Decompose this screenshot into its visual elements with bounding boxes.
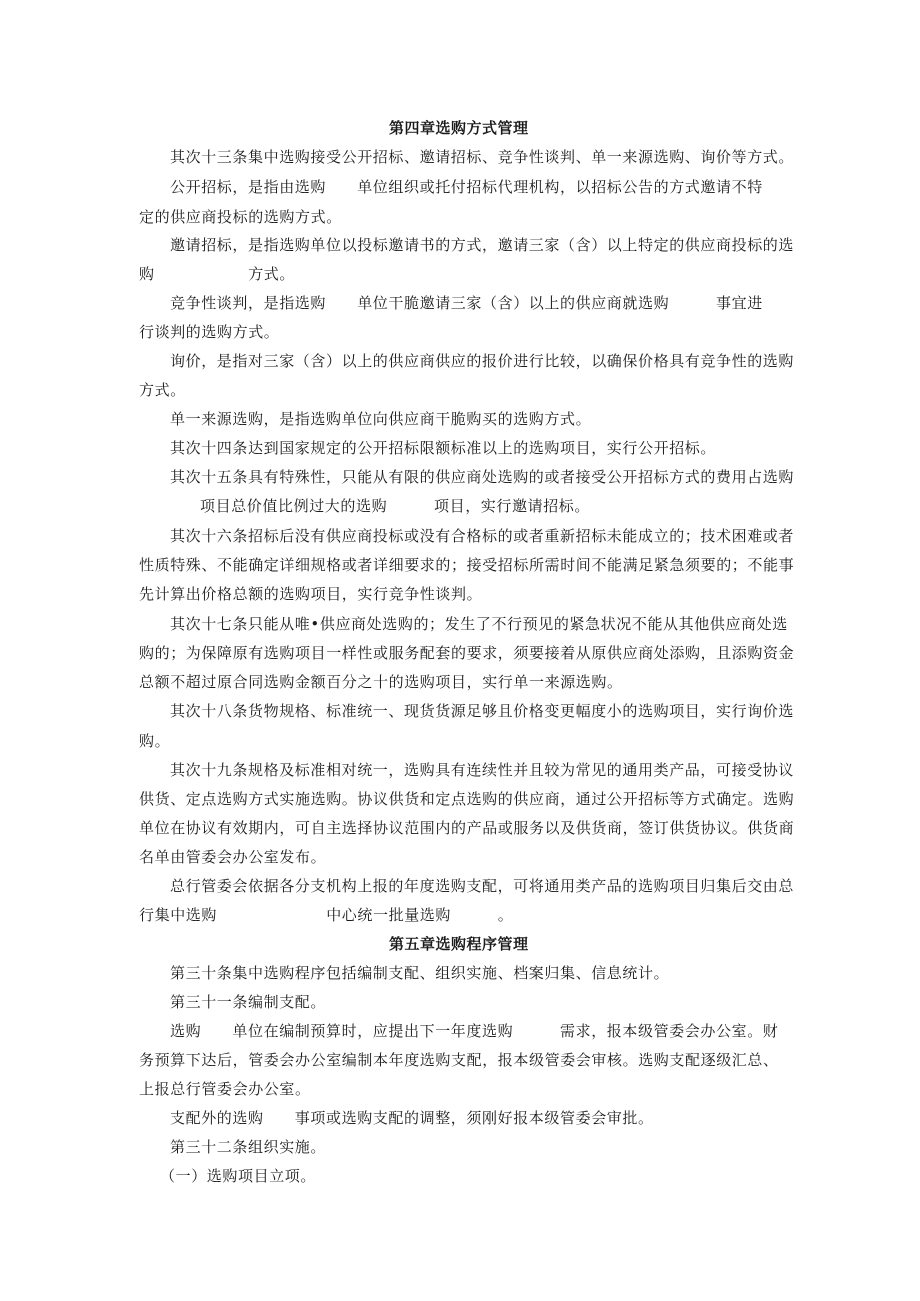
paragraph-line: 供货、定点选购方式实施选购。协议供货和定点选购的供应商，通过公开招标等方式确定。选购 <box>139 790 795 808</box>
paragraph-line: 竞争性谈判，是指选购 单位干脆邀请三家（含）以上的供应商就选购 事宜进 <box>170 294 763 312</box>
chapter-4-heading: 第四章选购方式管理 <box>389 119 529 137</box>
paragraph-line: 询价，是指对三家（含）以上的供应商供应的报价进行比较，以确保价格具有竞争性的选购 <box>170 352 795 370</box>
paragraph-line: 名单由管委会办公室发布。 <box>139 848 327 866</box>
paragraph-line: 总额不超过原合同选购金额百分之十的选购项目，实行单一来源选购。 <box>139 673 623 691</box>
paragraph-line: 行谈判的选购方式。 <box>139 323 280 341</box>
paragraph-line: 第三十一条编制支配。 <box>170 993 327 1011</box>
paragraph-line: 邀请招标，是指选购单位以投标邀请书的方式，邀请三家（含）以上特定的供应商投标的选 <box>170 236 795 254</box>
paragraph-line: （一）选购项目立项。 <box>160 1167 317 1185</box>
paragraph-line: 其次十六条招标后没有供应商投标或没有合格标的或者重新招标未能成立的；技术困难或者 <box>170 527 795 545</box>
paragraph-line: 行集中选购 中心统一批量选购 。 <box>139 906 514 924</box>
paragraph-line: 其次十七条只能从唯•供应商处选购的；发生了不行预见的紧急状况不能从其他供应商处选 <box>170 615 788 633</box>
paragraph-line: 购 方式。 <box>139 265 296 283</box>
paragraph-line: 其次十三条集中选购接受公开招标、邀请招标、竞争性谈判、单一来源选购、询价等方式。 <box>170 148 795 166</box>
paragraph-line: 单位在协议有效期内，可自主选择协议范围内的产品或服务以及供货商，签订供货协议。供货商 <box>139 819 795 837</box>
paragraph-line: 上报总行管委会办公室。 <box>139 1080 311 1098</box>
paragraph-line: 购的；为保障原有选购项目一样性或服务配套的要求，须要接着从原供应商处添购，且添购资金 <box>139 644 795 662</box>
paragraph-line: 公开招标，是指由选购 单位组织或托付招标代理机构，以招标公告的方式邀请不特 <box>170 178 763 196</box>
paragraph-line: 购。 <box>139 732 171 750</box>
paragraph-line: 其次十九条规格及标准相对统一，选购具有连续性并且较为常见的通用类产品，可接受协议 <box>170 761 795 779</box>
paragraph-line: 定的供应商投标的选购方式。 <box>139 208 342 226</box>
paragraph-line: 先计算出价格总额的选购项目，实行竞争性谈判。 <box>139 585 483 603</box>
paragraph-line: 总行管委会依据各分支机构上报的年度选购支配，可将通用类产品的选购项目归集后交由总 <box>170 877 795 895</box>
paragraph-line: 支配外的选购 事项或选购支配的调整，须刚好报本级管委会审批。 <box>170 1109 654 1127</box>
paragraph-line: 其次十四条达到国家规定的公开招标限额标准以上的选购项目，实行公开招标。 <box>170 439 717 457</box>
paragraph-line: 其次十五条具有特殊性，只能从有限的供应商处选购的或者接受公开招标方式的费用占选购 <box>170 468 795 486</box>
paragraph-line: 务预算下达后，管委会办公室编制本年度选购支配，报本级管委会审核。选购支配逐级汇总、 <box>139 1051 779 1069</box>
paragraph-line: 单一来源选购，是指选购单位向供应商干脆购买的选购方式。 <box>170 410 592 428</box>
paragraph-line: 方式。 <box>139 381 186 399</box>
chapter-5-heading: 第五章选购程序管理 <box>389 935 529 953</box>
paragraph-line: 其次十八条货物规格、标准统一、现货货源足够且价格变更幅度小的选购项目，实行询价选 <box>170 702 795 720</box>
paragraph-line: 第三十二条组织实施。 <box>170 1138 327 1156</box>
paragraph-line: 选购 单位在编制预算时，应提出下一年度选购 需求，报本级管委会办公室。财 <box>170 1022 779 1040</box>
paragraph-line: 项目总价值比例过大的选购 项目，实行邀请招标。 <box>200 497 591 515</box>
paragraph-line: 性质特殊、不能确定详细规格或者详细要求的；接受招标所需时间不能满足紧急须要的；不能事 <box>139 556 795 574</box>
paragraph-line: 第三十条集中选购程序包括编制支配、组织实施、档案归集、信息统计。 <box>170 964 670 982</box>
